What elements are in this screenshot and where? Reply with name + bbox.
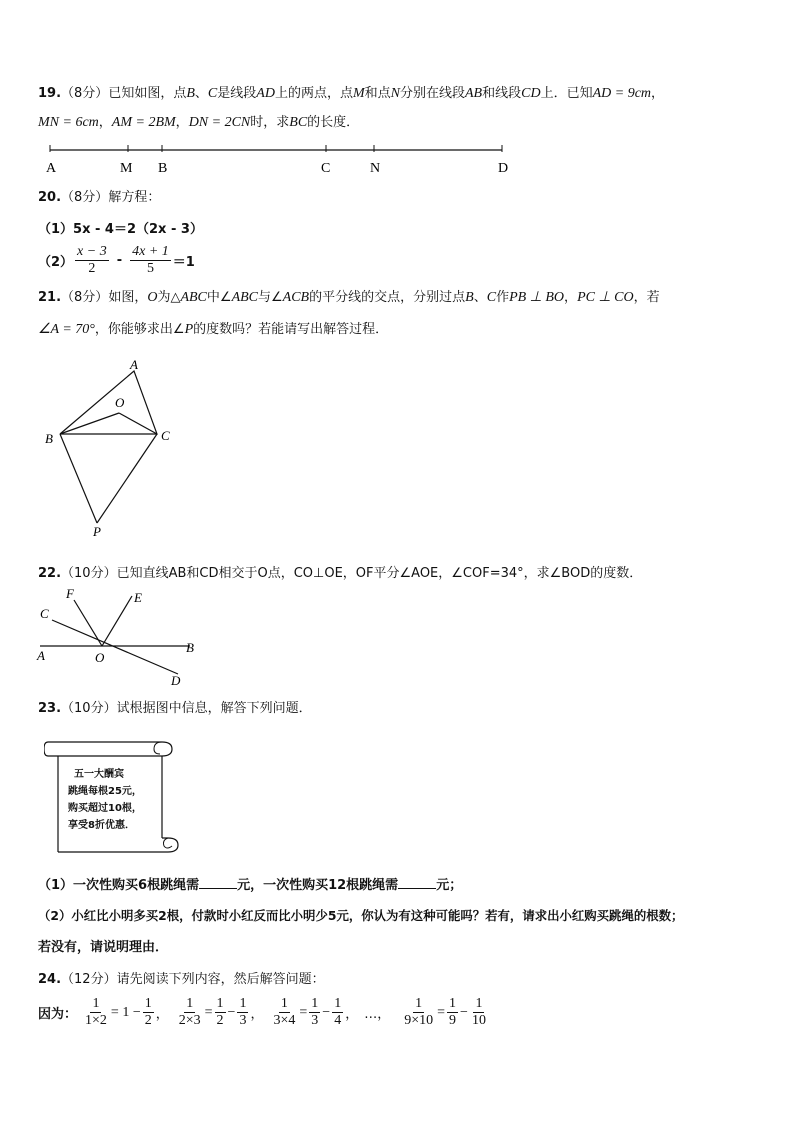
q19-var: B bbox=[186, 86, 195, 101]
q24-num: 1 bbox=[92, 996, 100, 1011]
q19-eq: AD = 9cm bbox=[592, 86, 652, 101]
q23-number: 23. bbox=[38, 701, 62, 716]
q19-text: ， bbox=[175, 115, 189, 130]
q24-num: 1 bbox=[334, 996, 342, 1011]
q20-frac1-den: 2 bbox=[88, 261, 96, 276]
q21-text: 、 bbox=[473, 290, 487, 305]
q24-ellipsis: …， bbox=[364, 1007, 391, 1022]
q24-heading bbox=[38, 968, 325, 987]
q24-num: 1 bbox=[449, 996, 457, 1011]
q24-frac bbox=[447, 996, 458, 1029]
q21-text: 为△ bbox=[157, 290, 181, 305]
q23-part1 bbox=[38, 874, 462, 893]
q21-var: P bbox=[184, 322, 194, 337]
q19-label-M: M bbox=[120, 161, 133, 176]
q24-num: 1 bbox=[475, 996, 483, 1011]
q24-den: 2×3 bbox=[178, 1013, 201, 1028]
q24-sep: ， bbox=[345, 1007, 359, 1022]
q20-frac2-den: 5 bbox=[146, 261, 154, 276]
q24-frac bbox=[237, 996, 248, 1029]
q21-text: ， bbox=[564, 290, 578, 305]
q19-var: N bbox=[390, 86, 400, 101]
q21-var: B bbox=[465, 290, 474, 305]
q20-heading bbox=[38, 186, 160, 205]
q24-num: 1 bbox=[144, 996, 152, 1011]
q20-frac1-num: x − 3 bbox=[77, 244, 107, 259]
q24-op: = bbox=[204, 1004, 213, 1020]
q24-score: （12分） bbox=[61, 972, 117, 987]
q22-label-E: E bbox=[134, 590, 142, 605]
q20-title: 解方程： bbox=[108, 190, 161, 205]
q24-op: = bbox=[299, 1004, 308, 1020]
q24-num: 1 bbox=[216, 996, 224, 1011]
q19-text: 是线段 bbox=[217, 86, 257, 101]
q24-formula-row bbox=[38, 996, 490, 1029]
q22-body: 已知直线AB和CD相交于O点，CO⊥OE，OF平分∠AOE，∠COF=34°，求∠BOD的度数． bbox=[116, 566, 643, 581]
q21-line2 bbox=[38, 320, 388, 340]
q21-text: ，你能够求出∠ bbox=[94, 322, 185, 337]
q21-label-B: B bbox=[45, 431, 53, 446]
q24-den: 3 bbox=[311, 1013, 319, 1028]
q23-text: 元，一次性购买12根跳绳需 bbox=[237, 878, 399, 893]
q22-label-D: D bbox=[171, 673, 181, 688]
q19-eq: DN = 2CN bbox=[188, 115, 251, 130]
q24-frac bbox=[309, 996, 320, 1029]
q19-score: （8分） bbox=[61, 86, 109, 101]
q21-label-O: O bbox=[115, 395, 125, 410]
q24-frac bbox=[271, 996, 297, 1029]
q20-rhs: ＝1 bbox=[172, 255, 195, 270]
q22-score: （10分） bbox=[61, 566, 117, 581]
q19-text: 上的两点，点 bbox=[274, 86, 353, 101]
q19-label-C: C bbox=[321, 161, 331, 176]
q19-var: BC bbox=[289, 115, 308, 130]
q19-label-A: A bbox=[46, 161, 57, 176]
q22-label-A: A bbox=[37, 648, 45, 663]
q24-because: 因为： bbox=[38, 1007, 78, 1022]
q19-var: AB bbox=[465, 86, 483, 101]
q19-eq: AM = 2BM bbox=[111, 115, 176, 130]
q21-text: 中∠ bbox=[206, 290, 232, 305]
q22-label-C: C bbox=[40, 606, 49, 621]
q23-part2-line2: 若没有，请说明理由． bbox=[38, 940, 169, 955]
q20-minus: - bbox=[116, 253, 123, 268]
q19-text: 分别在线段 bbox=[399, 86, 465, 101]
q24-frac bbox=[83, 996, 109, 1029]
q21-triangle-figure bbox=[40, 355, 190, 540]
q19-label-D: D bbox=[498, 161, 509, 176]
q20-part1: （1）5x - 4＝2（2x - 3） bbox=[38, 222, 203, 237]
q21-text: ，若 bbox=[633, 290, 660, 305]
q24-frac bbox=[143, 996, 154, 1029]
q21-text: 作 bbox=[496, 290, 510, 305]
q22-text bbox=[38, 562, 642, 581]
q19-text: ， bbox=[651, 86, 665, 101]
q24-den: 2 bbox=[216, 1013, 224, 1028]
q24-frac bbox=[177, 996, 203, 1029]
q19-var: CD bbox=[521, 86, 541, 101]
q24-frac bbox=[470, 996, 488, 1029]
q24-op: = bbox=[437, 1004, 446, 1020]
q23-text: （1）一次性购买6根跳绳需 bbox=[38, 878, 200, 893]
q21-label-C: C bbox=[161, 428, 170, 443]
q23-text: 元； bbox=[436, 878, 463, 893]
q19-text: 已知如图，点 bbox=[108, 86, 187, 101]
q21-text: 与∠ bbox=[258, 290, 283, 305]
q23-scroll-text bbox=[68, 766, 142, 834]
q19-line2 bbox=[38, 113, 359, 133]
q21-var: ACB bbox=[282, 290, 310, 305]
q24-num: 1 bbox=[280, 996, 288, 1011]
q21-label-P: P bbox=[93, 524, 101, 539]
q19-text: 时，求 bbox=[250, 115, 290, 130]
q21-text: 如图， bbox=[108, 290, 148, 305]
q24-num: 1 bbox=[186, 996, 194, 1011]
q24-sep: ， bbox=[250, 1007, 264, 1022]
q19-text: 和点 bbox=[364, 86, 391, 101]
q20-number: 20. bbox=[38, 190, 62, 205]
q24-number: 24. bbox=[38, 972, 62, 987]
q19-var: M bbox=[352, 86, 365, 101]
q21-line1 bbox=[38, 288, 660, 308]
q24-num: 1 bbox=[415, 996, 423, 1011]
q20-part2-label: （2） bbox=[38, 255, 74, 270]
q23-scroll-line: 购买超过10根， bbox=[68, 803, 142, 814]
q24-sep: ， bbox=[155, 1007, 169, 1022]
q20-frac1 bbox=[75, 244, 109, 277]
q23-scroll-line: 五一大酬宾 bbox=[74, 769, 124, 780]
q21-var: ABC bbox=[180, 290, 207, 305]
q23-part2-line1: （2）小红比小明多买2根，付款时小红反而比小明少5元，你认为有这种可能吗？若有，请求出小红购买跳绳的根数； bbox=[38, 908, 684, 923]
q22-lines-figure bbox=[32, 586, 202, 688]
q21-var: C bbox=[486, 290, 497, 305]
q24-op: − bbox=[227, 1004, 236, 1020]
q22-label-B: B bbox=[186, 640, 194, 655]
q24-num: 1 bbox=[239, 996, 247, 1011]
q23-scroll-line: 享受8折优惠． bbox=[68, 820, 135, 831]
q23-score: （10分） bbox=[61, 701, 117, 716]
q19-segment-figure bbox=[40, 140, 520, 180]
q24-den: 3×4 bbox=[273, 1013, 296, 1028]
q24-den: 2 bbox=[144, 1013, 152, 1028]
q24-den: 9×10 bbox=[404, 1013, 434, 1028]
q23-heading bbox=[38, 697, 312, 716]
q21-eq: ∠A = 70° bbox=[38, 322, 95, 337]
q19-text: 上．已知 bbox=[540, 86, 593, 101]
q24-den: 3 bbox=[239, 1013, 247, 1028]
q24-den: 9 bbox=[449, 1013, 457, 1028]
q19-label-B: B bbox=[158, 161, 168, 176]
q24-num: 1 bbox=[311, 996, 319, 1011]
q19-text: 和线段 bbox=[482, 86, 522, 101]
q19-number: 19. bbox=[38, 86, 62, 101]
q24-frac bbox=[332, 996, 343, 1029]
q21-number: 21. bbox=[38, 290, 62, 305]
q19-var: C bbox=[207, 86, 218, 101]
q24-frac bbox=[402, 996, 435, 1029]
q20-frac2-num: 4x + 1 bbox=[132, 244, 169, 259]
q23-scroll-line: 跳绳每根25元， bbox=[68, 786, 142, 797]
q21-eq: PB ⊥ BO bbox=[509, 290, 565, 305]
q23-blank-2[interactable] bbox=[398, 876, 436, 889]
q20-frac2 bbox=[130, 244, 171, 277]
q19-label-N: N bbox=[370, 161, 381, 176]
q19-eq: MN = 6cm bbox=[38, 115, 99, 130]
q21-var: ABC bbox=[231, 290, 259, 305]
q19-text: ， bbox=[98, 115, 112, 130]
q22-label-O: O bbox=[95, 650, 105, 665]
q21-text: 的平分线的交点，分别过点 bbox=[309, 290, 466, 305]
q21-eq: PC ⊥ CO bbox=[577, 290, 634, 305]
q23-blank-1[interactable] bbox=[199, 876, 237, 889]
q22-label-F: F bbox=[66, 586, 74, 601]
q19-var: AD bbox=[256, 86, 275, 101]
q21-label-A: A bbox=[130, 357, 138, 372]
q19-text: 、 bbox=[194, 86, 208, 101]
q24-title: 请先阅读下列内容，然后解答问题： bbox=[116, 972, 325, 987]
q21-var: O bbox=[147, 290, 158, 305]
q19-text: 的长度． bbox=[307, 115, 360, 130]
q24-den: 4 bbox=[334, 1013, 342, 1028]
q24-den: 10 bbox=[471, 1013, 486, 1028]
q20-score: （8分） bbox=[61, 190, 109, 205]
q24-op: = 1 − bbox=[110, 1004, 141, 1020]
q24-op: − bbox=[322, 1004, 331, 1020]
q22-number: 22. bbox=[38, 566, 62, 581]
q19-line1 bbox=[38, 84, 664, 104]
q21-score: （8分） bbox=[61, 290, 109, 305]
q20-part2 bbox=[38, 244, 195, 277]
q24-frac bbox=[215, 996, 226, 1029]
q21-text: 的度数吗？若能请写出解答过程． bbox=[193, 322, 389, 337]
q24-den: 1×2 bbox=[85, 1013, 107, 1028]
q24-op: − bbox=[460, 1004, 468, 1020]
q23-title: 试根据图中信息，解答下列问题． bbox=[116, 701, 312, 716]
